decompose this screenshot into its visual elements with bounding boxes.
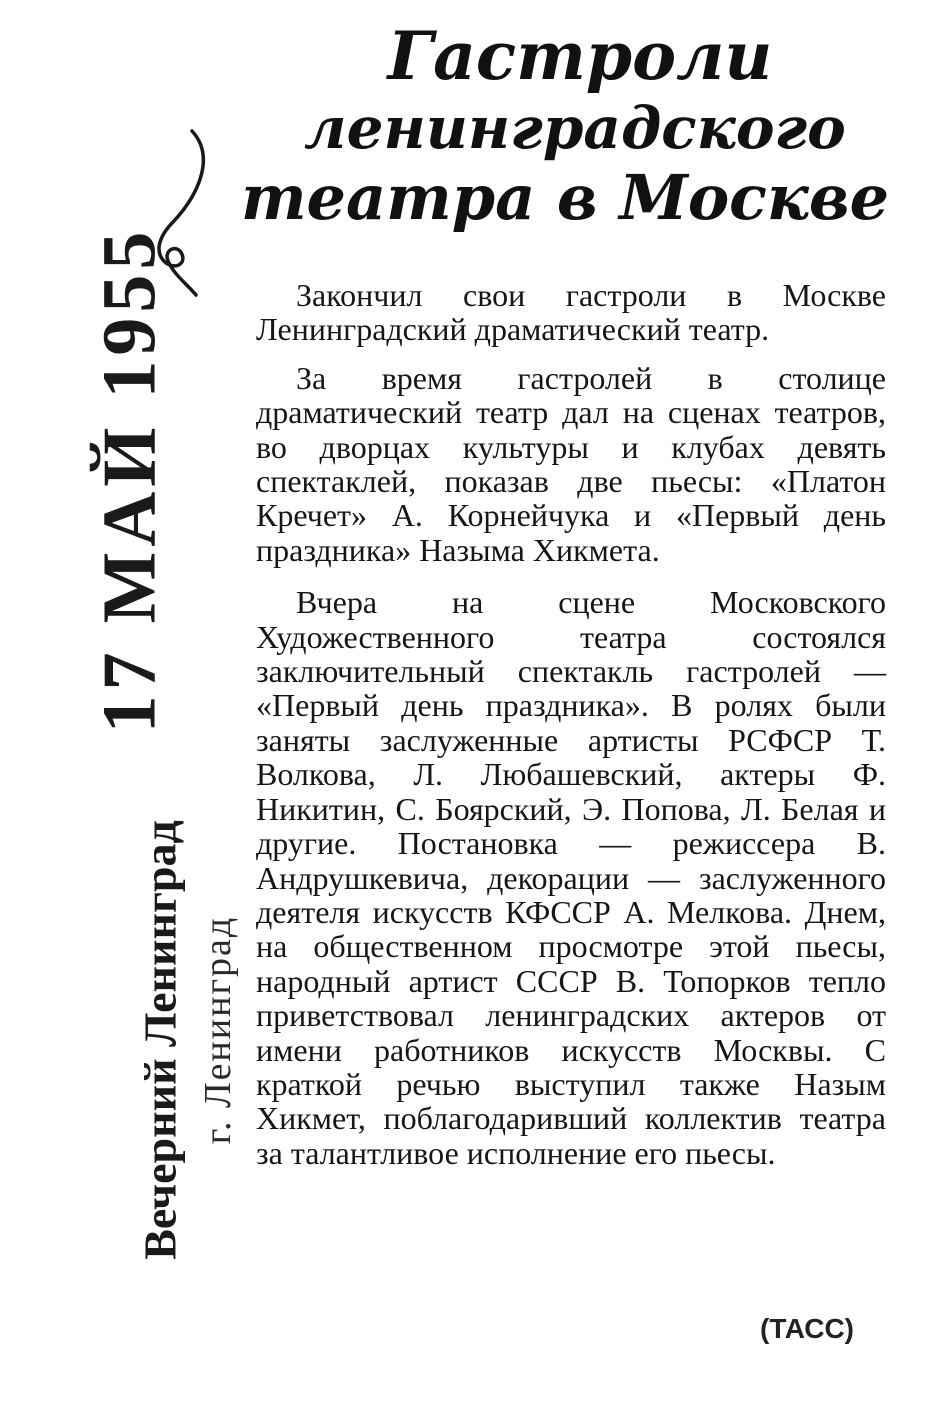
article-paragraph: Вчера на сцене Московского Художественного театра состоялся заключительный спектакль гастролей — «Первый день праздника». В ролях были заняты заслуженные артисты РСФСР Т. Волкова, Л. Любашевский, актеры Ф. Никитин, С. Боярский, Э. Попова, Л. Белая и другие. Постановка — режиссера В. Андрушкевича, декорации — заслуженного деятеля искусств КФССР А. Мелкова. Днем, на общественном просмотре этой пьесы, народный артист СССР В. Топорков тепло приветствовал ленинградских актеров от имени работников искусств Москвы. С краткой речью выступил также Назым Хикмет, поблагодаривший коллектив театра за талантливое исполнение его пьесы.	[256, 584, 886, 1171]
date-stamp: 17 МАЙ 1955	[87, 226, 172, 734]
news-source: (ТАСС)	[760, 1313, 854, 1344]
article-paragraph: Закончил свои гастроли в Москве Ленинградский драматический театр.	[256, 277, 886, 348]
headline-line-3: театра в Москве	[240, 160, 890, 234]
article-paragraph: За время гастролей в столице драматический театр дал на сценах театров, во дворцах культуры и клубах девять спектаклей, показав две пьесы: «Платон Кречет» А. Корнейчука и «Первый день праздника» Назыма Хикмета.	[256, 359, 886, 568]
headline-line-2: ленинградского	[304, 93, 846, 162]
headline	[240, 18, 890, 234]
city-stamp: г. Ленинград	[197, 915, 239, 1145]
headline-line-1: Гастроли	[387, 17, 773, 95]
article-body	[256, 278, 886, 1170]
newspaper-name-stamp: Вечерний Ленинград	[134, 820, 186, 1260]
